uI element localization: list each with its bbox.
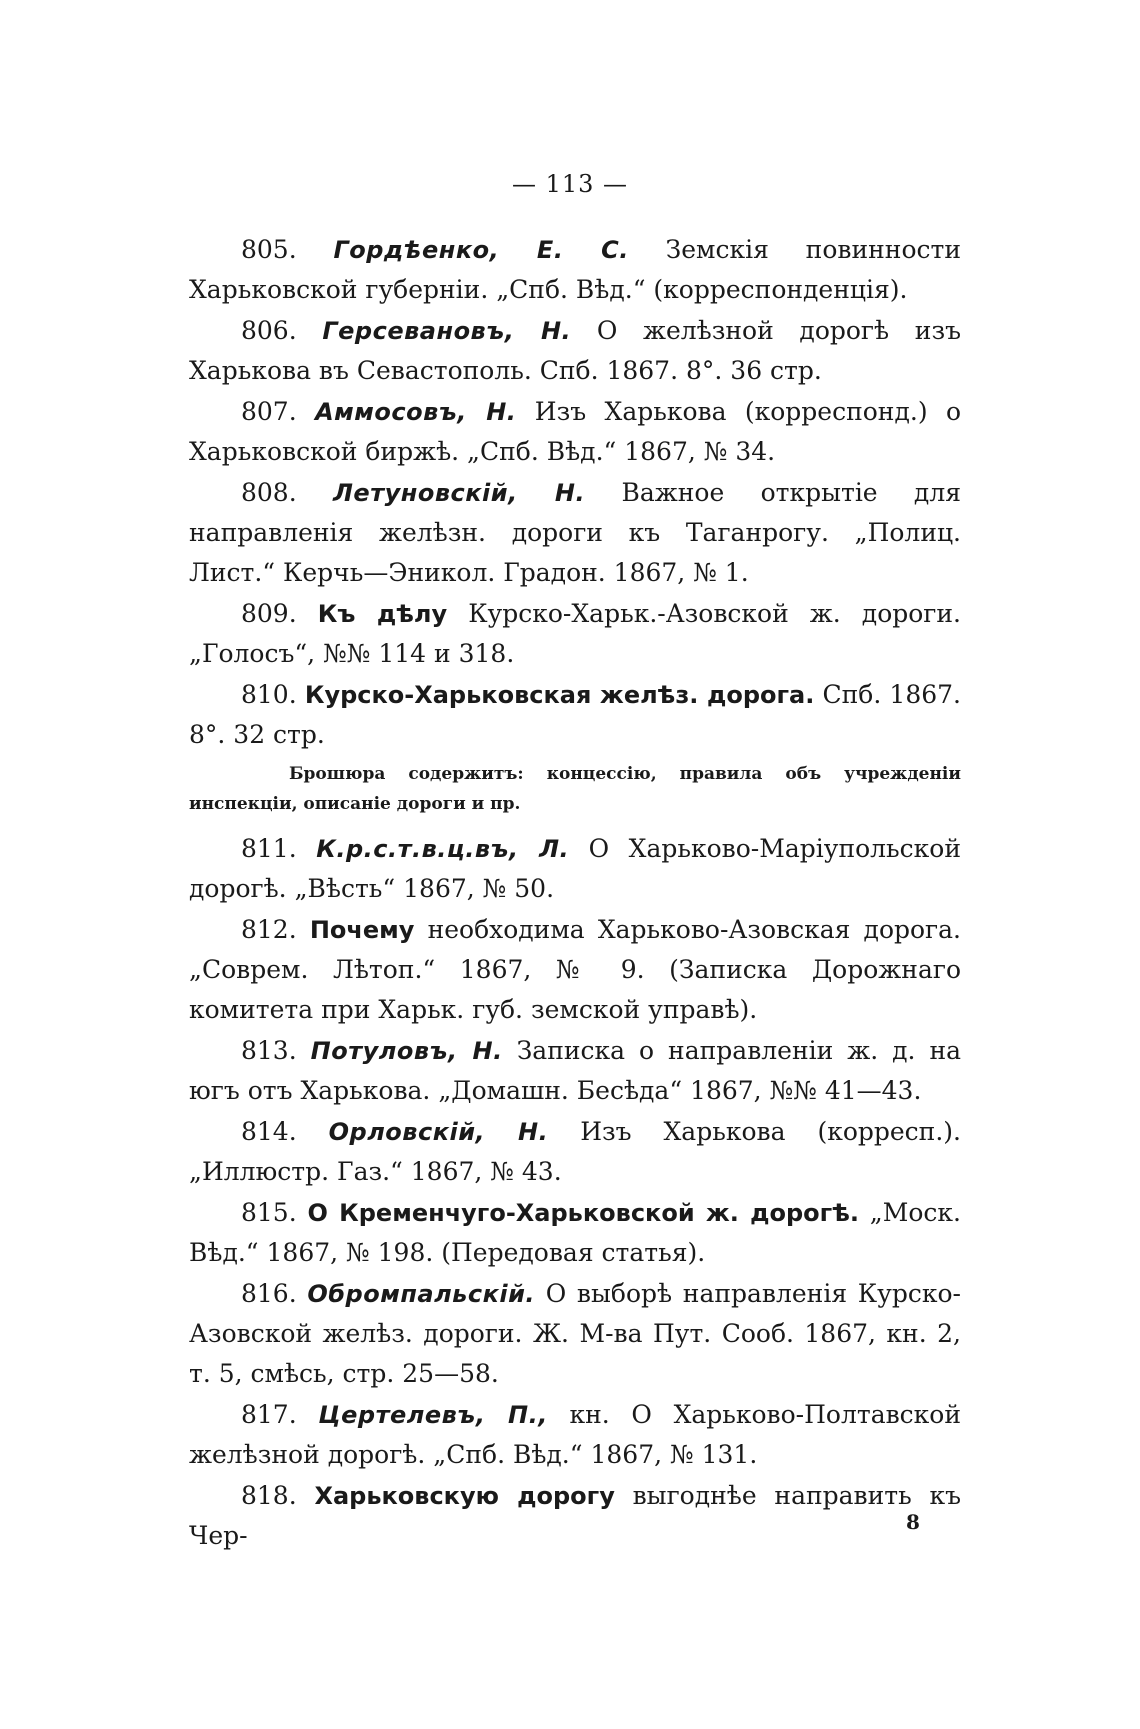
entry-text: О желѣзной дорогѣ изъ Харькова въ Севастополь. Спб. 1867. 8°. 36 стр. bbox=[189, 316, 961, 385]
entry-806 bbox=[189, 311, 961, 391]
entry-number: 805. bbox=[241, 235, 297, 264]
entry-number: 808. bbox=[241, 478, 297, 507]
entry-808 bbox=[189, 473, 961, 593]
entry-text: Важное открытіе для направленія желѣзн. дороги къ Таганрогу. „Полиц. Лист.“ Керчь—Эникол. Градон. 1867, № 1. bbox=[189, 478, 961, 587]
entry-text: О Харьково-Маріупольской дорогѣ. „Вѣсть“ 1867, № 50. bbox=[189, 834, 962, 903]
entry-note: Брошюра содержитъ: концессію, правила объ учрежденіи инспекціи, описаніе дороги и пр. bbox=[189, 764, 961, 814]
entry-number: 813. bbox=[241, 1036, 297, 1065]
entry-heading: Къ дѣлу bbox=[317, 600, 448, 628]
entry-author: Летуновскій, Н. bbox=[333, 479, 586, 507]
entry-805 bbox=[189, 230, 961, 310]
entry-author: К.р.с.т.в.ц.въ, Л. bbox=[316, 835, 570, 863]
entry-number: 807. bbox=[241, 397, 297, 426]
entry-number: 809. bbox=[241, 599, 297, 628]
entry-author: Потуловъ, Н. bbox=[310, 1037, 503, 1065]
entry-number: 818. bbox=[241, 1481, 297, 1510]
entry-text: „Моск. Вѣд.“ 1867, № 198. (Передовая статья). bbox=[189, 1198, 961, 1267]
entry-818 bbox=[189, 1476, 961, 1556]
entry-815 bbox=[189, 1193, 961, 1273]
entry-810 bbox=[189, 675, 961, 755]
entry-author: Герсевановъ, Н. bbox=[322, 317, 572, 345]
entry-809 bbox=[189, 594, 961, 674]
entry-number: 810. bbox=[241, 680, 297, 709]
entry-817 bbox=[189, 1395, 961, 1475]
entry-number: 815. bbox=[241, 1198, 297, 1227]
entry-author: Цертелевъ, П., bbox=[318, 1401, 548, 1429]
entry-heading: Почему bbox=[309, 916, 415, 944]
entry-number: 811. bbox=[241, 834, 297, 863]
entry-811 bbox=[189, 829, 961, 909]
entry-812 bbox=[189, 910, 961, 1030]
entry-heading: О Кременчуго-Харьковской ж. дорогѣ. bbox=[307, 1199, 859, 1227]
entry-author: Орловскій, Н. bbox=[328, 1118, 549, 1146]
entry-816 bbox=[189, 1274, 961, 1394]
entry-author: Аммосовъ, Н. bbox=[315, 398, 517, 426]
entry-text: Курско-Харьк.-Азовской ж. дороги. „Голосъ“, №№ 114 и 318. bbox=[189, 599, 962, 668]
entry-number: 817. bbox=[241, 1400, 297, 1429]
entry-text: Земскія повинности Харьковской губерніи. „Спб. Вѣд.“ (корреспонденція). bbox=[189, 235, 961, 304]
entry-heading: Харьковскую дорогу bbox=[314, 1482, 615, 1510]
entry-number: 816. bbox=[241, 1279, 297, 1308]
entry-text: О выборѣ направленія Курско-Азовской желѣз. дороги. Ж. М-ва Пут. Сооб. 1867, кн. 2, т. 5, смѣсь, стр. 25—58. bbox=[189, 1279, 961, 1388]
entry-text: Изъ Харькова (корреспонд.) о Харьковской биржѣ. „Спб. Вѣд.“ 1867, № 34. bbox=[189, 397, 961, 466]
entry-heading: Курско-Харьковская желѣз. дорога. bbox=[304, 681, 815, 709]
entry-text: Изъ Харькова (корресп.). „Иллюстр. Газ.“ 1867, № 43. bbox=[189, 1117, 961, 1186]
entry-814 bbox=[189, 1112, 961, 1192]
entry-text: Записка о направленіи ж. д. на югъ отъ Харькова. „Домашн. Бесѣда“ 1867, №№ 41—43. bbox=[189, 1036, 962, 1105]
entry-text: Спб. 1867. 8°. 32 стр. bbox=[189, 680, 962, 749]
entry-text: выгоднѣе направить къ Чер- bbox=[189, 1481, 962, 1550]
entry-813 bbox=[189, 1031, 961, 1111]
entry-number: 814. bbox=[241, 1117, 297, 1146]
entry-number: 806. bbox=[241, 316, 297, 345]
signature-mark: 8 bbox=[906, 1510, 920, 1534]
entry-number: 812. bbox=[241, 915, 297, 944]
entry-author: Обромпальскій. bbox=[307, 1280, 536, 1308]
entry-807 bbox=[189, 392, 961, 472]
entry-author: Гордѣенко, Е. С. bbox=[333, 236, 629, 264]
bibliography-list bbox=[189, 230, 961, 1557]
page-number: — 113 — bbox=[511, 170, 629, 198]
entry-text: необходима Харьково-Азовская дорога. „Соврем. Лѣтоп.“ 1867, № 9. (Записка Дорожнаго комитета при Харьк. губ. земской управѣ). bbox=[189, 915, 961, 1024]
entry-text: кн. О Харьково-Полтавской желѣзной дорогѣ. „Спб. Вѣд.“ 1867, № 131. bbox=[189, 1400, 962, 1469]
